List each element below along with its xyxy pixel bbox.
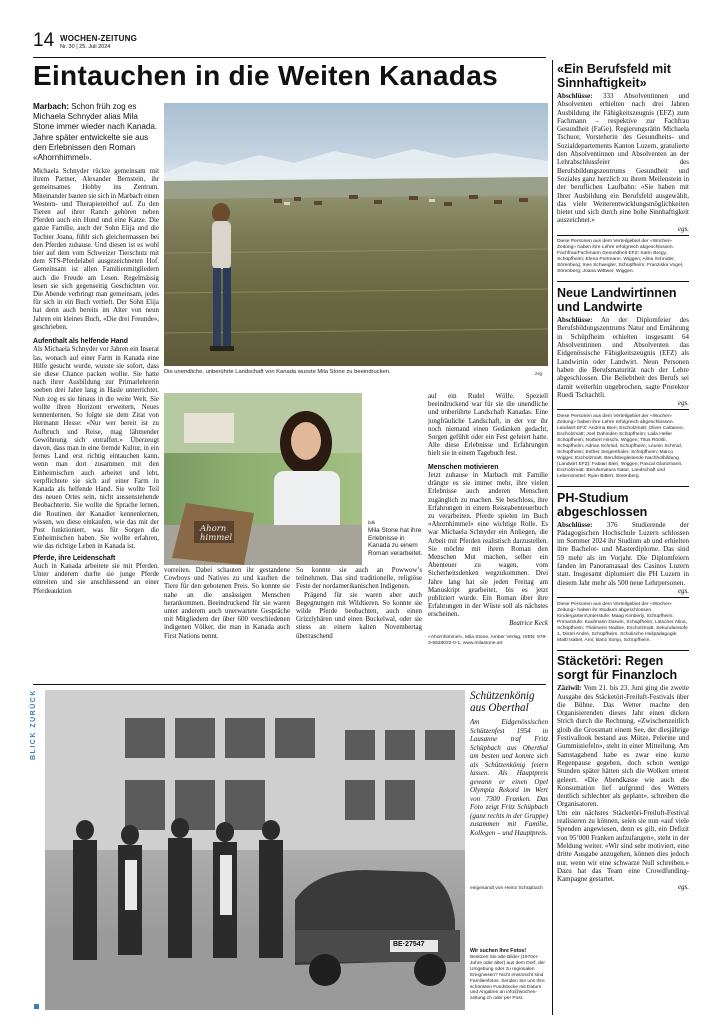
section-rule bbox=[33, 684, 546, 685]
blick-marker bbox=[34, 1004, 39, 1009]
paragraph: Auch in Kanada arbeitete sie mit Pferden. Unter anderem durfte sie junge Pferde einreiten und sie anschliessend an einer Pferdeauktion bbox=[33, 562, 159, 595]
sidebox-small: Diese Personen aus dem Verteilgebiet der «Wochen-Zeitung» haben ihre Lehre erfolgreich abgeschlossen. Fachfrau/Fachmann Gesundheit EFZ: Karin Bregy, Schüpfheim; Elena Portmann, Wiggen; Alina Schnider, Sörenberg; Ines Schwegler, Schüpfheim; Franziska Vogel, Sörenberg; Joana Wittwer, Wiggen. bbox=[557, 239, 684, 275]
sidebox-text bbox=[557, 521, 689, 587]
sidebox-small: Diese Personen aus dem Verteilgebiet der «Wochen-Zeitung» haben ihr Studium abgeschlossen. Kindergarten/Unterstufe: Maag Kimberly, Schüpfheim. Primarstufe: Kaufmann Darwin, Schüpfheim; Lötscher Alina, Schüpfheim; Thalmann Nadine, Escholzmatt. Sekundarstufe 1, Distel André, Schüpfheim. Schulische Heilpädagogik: Mattl Isabel, Arni; Banz Sonja, Schüpfheim. bbox=[557, 601, 688, 643]
sidebox-text-2: Um ein nächstes Stäcketöri-Freiluft-Festival realisieren zu können, seien sie nun «auf viele Spenden angewiesen, denn es gilt, ein Defizit von 95’000 Franken aufzufangen», steht in der Meldung weiter. «Wir sind sehr motiviert, eine dritte Ausgabe anzugehen, können dies jedoch nur, wenn wir eine schwarze Null schreiben.» Dazu hat das Team eine Crowdfunding-Kampagne gestartet. bbox=[557, 808, 689, 884]
sidebox-body: Vom 21. bis 23. Juni ging die zweite Ausgabe des Stäcketöri-Freiluft-Festivals über die Bühne. Das Wetter machte den Organisierenden dieses Jahr einen dicken Strich durch die Rechnung. «Zwischenzeitlich gloib die Grossmatt einem See, der diesjährige Festivallook bestand aus Mütze, Pelerine und Gummistiefeln», steht in einer Mitteilung. Am Samstagabend habe es zwar eine kurze Regenpause gegeben, doch schon wenige Stunden später hätten sich die Wolken erneut geleert. «Die Abendkasse wie auch die Konsumation lief aufgrund des Wetters deutlich schlechter als geplant», schreiben die Organisatoren. bbox=[557, 684, 689, 809]
sidebox-separator bbox=[557, 281, 689, 282]
sidebox-title: «Ein Berufsfeld mit Sinnhaftigkeit» bbox=[557, 62, 671, 90]
historic-illustration bbox=[45, 690, 465, 1010]
sidebar bbox=[557, 62, 689, 1022]
article-column-2 bbox=[164, 567, 290, 677]
sidebox-lead: Zäziwil: bbox=[557, 684, 582, 693]
photo1-credit: zvg bbox=[535, 371, 543, 376]
blick-text: Am Eidgenössischen Schützenfest 1954 in Lausanne traf Fritz Schüpbach aus Oberthal am besten und konnte sich als Schützenkönig feiern lassen. Als Hauptpreis gewann er einen Opel Olympia Rekord im Wert von 7300 Franken. Das Foto zeigt Fritz Schüpbach (ganz rechts in der Gruppe) zusammen mit Familie, Kollegen – und Hauptpreis. bbox=[470, 718, 548, 837]
sidebox-title: Stäcketöri: Regen sorgt für Finanzloch bbox=[557, 654, 678, 683]
book-title-on-photo: Ahorn himmel bbox=[200, 524, 233, 543]
book-info: «Ahornhimmel», Mila Stone, Amber Verlag, ISBN: 978-3-9528022-0-1, www.milastone.art bbox=[428, 634, 547, 646]
sidebox-body: 376 Studierende der Pädagogischen Hochschule Luzern schlossen im Sommer 2024 ihr Studium ab und erhielten ihre Bachelor- und Masterdiplome. Das sind 59 mehr als im Vorjahr. Die Diplomfeiern fanden im Panoramasaal des Casinos Luzern statt. Insgesamt diplomiert die PH Luzern in diesem Jahr mehr als 500 neue Lehrpersonen. bbox=[557, 520, 689, 587]
sidebox-landwirte bbox=[557, 286, 689, 480]
landscape-photo bbox=[164, 103, 548, 366]
license-plate: BE·27547 bbox=[393, 941, 425, 948]
subheading: Menschen motivieren bbox=[428, 463, 499, 471]
sidebox-signature: egs. bbox=[677, 586, 689, 595]
landscape-illustration bbox=[164, 103, 548, 366]
article-column-3 bbox=[296, 567, 422, 677]
sidebox-signature: egs. bbox=[677, 399, 689, 408]
sidebox-separator bbox=[557, 650, 689, 651]
sidebox-rule bbox=[557, 597, 689, 598]
lead-text: Schon früh zog es Michaela Schnyder alias Mila Stone immer wieder nach Kanada. Jahre später entwickelte sie aus den Erlebnissen den Roman «Ahornhimmel». bbox=[33, 102, 158, 163]
blick-submitted: eingesandt von Heinz Schüpbach bbox=[470, 886, 543, 891]
paragraph: Als Michaela Schnyder vor Jahren ein Inserat las, wonach auf einer Farm in Kanada eine Hilfe gesucht wurde, wusste sie sofort, dass sie diese Chance packen wollte. Sie hatte nach ihrer Ausbildung zur Primarlehrerin soeben drei Jahre lang in Hasle unterrichtet. Nun zog es sie hinaus in die weite Welt. Sie wollte ihren Horizont erweitern, Neues kennenlernen. So folgte sie dem Zitat von Hermann Hesse: «Nur wer bereit ist zu Aufbruch und Reise, mag lähmender Gewöhnung sich entraffen.» Überzeugt davon, dass man in eine fremde Kultur, in ein fernes Land erst richtig eintauchen kann, wenn man dort zusammen mit den Einheimischen auch arbeitet und lebt, verpflichtete sie sich auf einer Farm in Kanada als helfende Hand. Sie wollte Teil des neuen Ortes sein, nicht aussenstehende Beobachterin. Sie wollte die Sprache lernen, die Routinen der Kanadier kennenlernen, wissen, wo diese einkaufen, wie das mit der Post funktioniert, was für Sorgen die Einheimischen haben. Sie wollte erfahren, wie das richtige Leben in Kanada ist. bbox=[33, 346, 159, 551]
paragraph: Prägend für sie waren aber auch Begegnungen mit Wildtieren. So konnte sie wilde Pferde beobachten, auch einen Grizzlybären und einen Buckelwal, oder sie stiess an einem kalten Novembertag überraschend bbox=[296, 591, 422, 640]
sidebox-body: An der Diplomfeier des Berufsbildungszentrums Natur und Ernährung in Schüpfheim erhielten insgesamt 64 Absolventinnen und Absolventen das Eidgenössische Fähigkeitszeugnis (EFZ) als Landwirtin oder Landwirt. Neun Personen haben die Berufsmaturität nach der Lehre abgeschlossen. Die Beliebtheit des Berufs sei damit weiterhin ungebrochen, sagte Prorektor Ruedi Tschachtli. bbox=[557, 316, 689, 399]
sidebox-staecketoeri bbox=[557, 654, 689, 891]
sidebox-separator bbox=[557, 486, 689, 487]
paragraph: vorreiten. Dabei schauten ihr gestandene Cowboys und Natives zu und kauften die Tiere für den gebotenen Preis. So konnte sie nahe an die ansässigen Menschen herankommen. Beeindruckend für sie waren unter anderem auch unerwartete Gespräche mit Mitgliedern der über 600 verschiedenen indigenen Völker, die man in Kanada auch First Nations nennt. bbox=[164, 567, 290, 640]
page-number: 14 bbox=[33, 30, 55, 51]
sidebox-text bbox=[557, 684, 689, 808]
photo2-credit: bdk bbox=[368, 520, 376, 525]
article-column-1 bbox=[33, 168, 159, 728]
sidebox-body: 333 Absolventinnen und Absolventen erhielten nach drei Jahren Ausbildung ihr Fähigkeitszeugnis (EFZ) zum Fachmann – respektive zur Fachfrau Gesundheit (FaGe). Regierungsrätin Michaela Tschuor, Vorsteherin des Gesundheits- und Sozialdepartements Kanton Luzern, gratulierte den Absolventinnen und Absolventen an der Lehrabschlussfeier des Berufsbildungszentrums Gesundheit und Soziales ganz herzlich zu ihrem Meilenstein in der beruflichen Laufbahn: «Sie haben mit Ihrer Ausbildung ein Berufsfeld ausgewählt, das viele Weiterentwicklungsmöglichkeiten bietet und sich durch eine hohe Sinnhaftigkeit auszeichnet.» bbox=[557, 92, 689, 225]
sidebox-title: PH-Studium abgeschlossen bbox=[557, 490, 648, 519]
article-lead bbox=[33, 102, 159, 163]
sidebox-text bbox=[557, 316, 689, 399]
article-column-4 bbox=[428, 393, 548, 679]
sidebox-lead: Abschlüsse: bbox=[557, 520, 593, 529]
sidebox-text bbox=[557, 92, 689, 225]
photo-call-text: Besitzen Sie alte Bilder (1970er-Jahre oder älter) aus dem Dorf, der Umgebung oder zu regionalen Ereignissen? Nicht erwünscht sind Familienfotos. Senden Sie uns Ihre schönsten Fundstücke mit Datum und Angaben an info@wochen-zeitung.ch oder per Post. bbox=[470, 955, 545, 1002]
page-header bbox=[33, 32, 533, 56]
paragraph: So konnte sie auch an Powwow’s teilnehmen. Das sind traditionelle, religiöse Feste der nordamerikanischen Indigenen. bbox=[296, 567, 422, 591]
photo1-caption: Die unendliche, unberührte Landschaft von Kanada wusste Mila Stone zu beeindrucken. bbox=[164, 369, 391, 375]
sidebox-small: Diese Personen aus dem Verteilgebiet der «Wochen-Zeitung» haben ihre Lehre erfolgreich abgeschlossen. Landwirt EFZ: Andrina Bieri, Escholzmatt; Oliver Cattaneo, Escholzmatt; Joel Dahinden Schüpfheim; Laila Heller Schüpfheim; Norbert Hirschi, Wiggen; Titus Röösli, Schüpfheim; Adrian Schmid, Schüpfheim; Leunin Schmid, Schüpfheim; Esther Siegenthaler, Schüpfheim; Marco Wigger, Escholzmatt. Berufsbegleitende Nachholbildung (Landwirt EFZ): Fabian Bieri, Wiggen; Pascal Glanzmann, Escholzmatt. Berufsmatura Natur, Landschaft und Lebensmittel: Ryan Bittert, Sörenberg. bbox=[557, 413, 684, 479]
subheading: Pferde, ihre Leidenschaft bbox=[33, 554, 116, 562]
subheading: Aufenthalt als helfende Hand bbox=[33, 338, 128, 346]
paragraph: Jetzt zuhause in Marbach mit Familie drängte es sie immer mehr, ihre vielen Erlebnisse auch anderen Menschen zugänglich zu machen. Sie beschloss, ihre Erfahrungen in einem Reiseabenteuerbuch zu verarbeiten. Pferde spielen im Buch «Ahornhimmel» eine wichtige Rolle. Es war Michaela Schnyder ein Anliegen, die Arbeit mit Pferden realistisch darzustellen. Sie möchte mit ihrem Roman den Menschen Mut machen, selber ein Abenteuer zu wagen, vom Sicherheitsdenken wegzukommen. Drei Jahre lang hat sie jeden Freitag am Manuskript gearbeitet, bis es jetzt publiziert wurde. Ein Roman über ihre Erfahrungen in der Wüste soll als nächstes erscheinen. bbox=[428, 472, 548, 619]
column-divider bbox=[552, 60, 553, 1015]
paragraph: Michaela Schnyder rückte gemeinsam mit ihrem Partner, Alexander Bernstein, ihr gemeinsames Hobby ins Zentrum. Miteinander bauten sie sich in Marbach einen Western- und Therapiereithof auf. Zu den Tieren auf ihrer Ranch gehören neben Pferden auch ein Hund und eine Katze. Die ganze Familie, auch der Sohn Elija und die Tochter Joana, fühlt sich gleichermassen bei den Pferden zuhause. Und diesen ist es wohl hier auf dem vom Schweizer Tierschutz mit dem STS-Pferdelabel ausgezeichneten Hof. Gemeinsam ist allen Familienmitgliedern auch die Freude am Lesen. Regelmässig lesen sie sich gegenseitig Geschichten vor. Die Abende verbringt man gemeinsam, jedes für sich in ein Buch vertieft. Der Sohn Elija hat denn auch bereits im Alter von neun Jahren ein kleines Buch, «Die drei Freunde», geschrieben. bbox=[33, 168, 159, 331]
sidebox-rule bbox=[557, 409, 689, 410]
sidebox-lead: Abschlüsse: bbox=[557, 316, 593, 325]
sidebox-berufsfeld bbox=[557, 62, 689, 275]
blick-side-label: BLICK ZURÜCK bbox=[30, 689, 37, 760]
paper-name: WOCHEN-ZEITUNG bbox=[60, 34, 138, 43]
lead-place: Marbach: bbox=[33, 102, 69, 111]
paragraph: auf ein Rudel Wölfe. Speziell beeindruckend war für sie die unendliche und unberührte Landschaft Kanadas. Eine jungfräuliche Landschaft, in der vor ihr noch niemand einen Gedanken gedacht, Sorgen gefühlt oder ein Fest gefeiert hatte. Alle diese Erlebnisse und Erfahrungen hielt sie in einem Tagebuch fest. bbox=[428, 393, 548, 458]
photo-call-title: Wir suchen Ihre Fotos! bbox=[470, 948, 527, 954]
page-title: Eintauchen in die Weiten Kanadas bbox=[33, 60, 498, 91]
blick-title: Schützenkönig aus Oberthal bbox=[470, 690, 535, 715]
sidebox-lead: Abschlüsse: bbox=[557, 92, 593, 100]
header-rule bbox=[33, 57, 546, 58]
issue-info: Nr. 30 | 25. Juli 2024 bbox=[60, 44, 111, 50]
author-illustration bbox=[164, 393, 362, 565]
historic-photo bbox=[45, 690, 465, 1010]
sidebox-signature: egs. bbox=[677, 224, 689, 233]
sidebox-title: Neue Landwirtinnen und Landwirte bbox=[557, 286, 677, 315]
sidebox-rule bbox=[557, 235, 689, 236]
author-photo bbox=[164, 393, 362, 565]
photo2-caption: Mila Stone hat ihre Erlebnisse in Kanada zu einem Roman verarbeitet. bbox=[368, 527, 423, 557]
sidebox-signature: egs. bbox=[677, 883, 689, 892]
author: Beatrice Keck bbox=[509, 619, 548, 627]
sidebox-ph-studium bbox=[557, 491, 689, 644]
